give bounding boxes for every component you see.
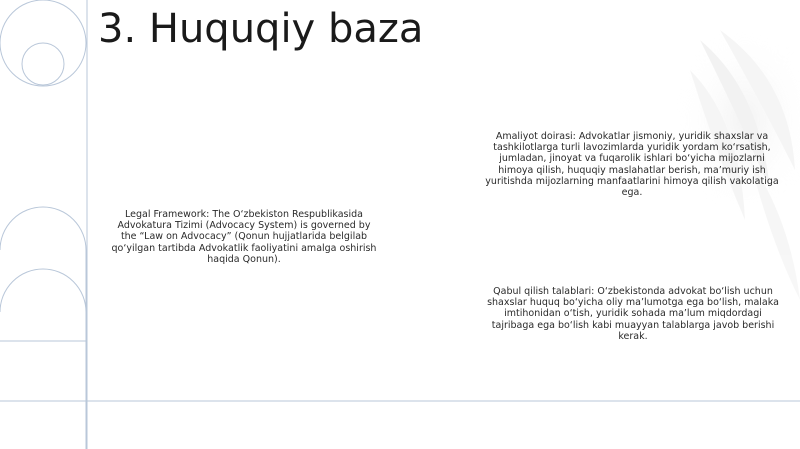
slide-title: 3. Huquqiy baza: [98, 6, 424, 52]
arch-outline-lower: [0, 269, 86, 312]
small-circle-outline: [22, 43, 64, 85]
legal-framework-paragraph: Legal Framework: The O‘zbekiston Respublikasida Advokatura Tizimi (Advocacy System) is governed by the “Law on Advocacy” (Qonun hujjatlarida belgilab qo‘yilgan tartibda Advokatlik faoliyatini amalga oshirish haqida Qonun).: [111, 209, 377, 265]
practice-scope-paragraph: Amaliyot doirasi: Advokatlar jismoniy, yuridik shaxslar va tashkilotlarga turli lavozimlarda yuridik yordam ko‘rsatish, jumladan, jinoyat va fuqarolik ishlari bo‘yicha mijozlarni himoya qilish, huquqiy maslahatlar berish, ma’muriy ish yuritishda mijozlarning manfaatlarini himoya qilish vakolatiga ega.: [485, 131, 779, 199]
arch-outline-upper: [0, 207, 86, 449]
admission-requirements-paragraph: Qabul qilish talablari: O‘zbekistonda advokat bo‘lish uchun shaxslar huquq bo‘yicha oliy ma’lumotga ega bo‘lish, malaka imtihonidan o‘tish, yuridik sohada ma’lum miqdordagi tajribaga ega bo‘lish kabi muayyan talablarga javob berishi kerak.: [487, 286, 779, 342]
